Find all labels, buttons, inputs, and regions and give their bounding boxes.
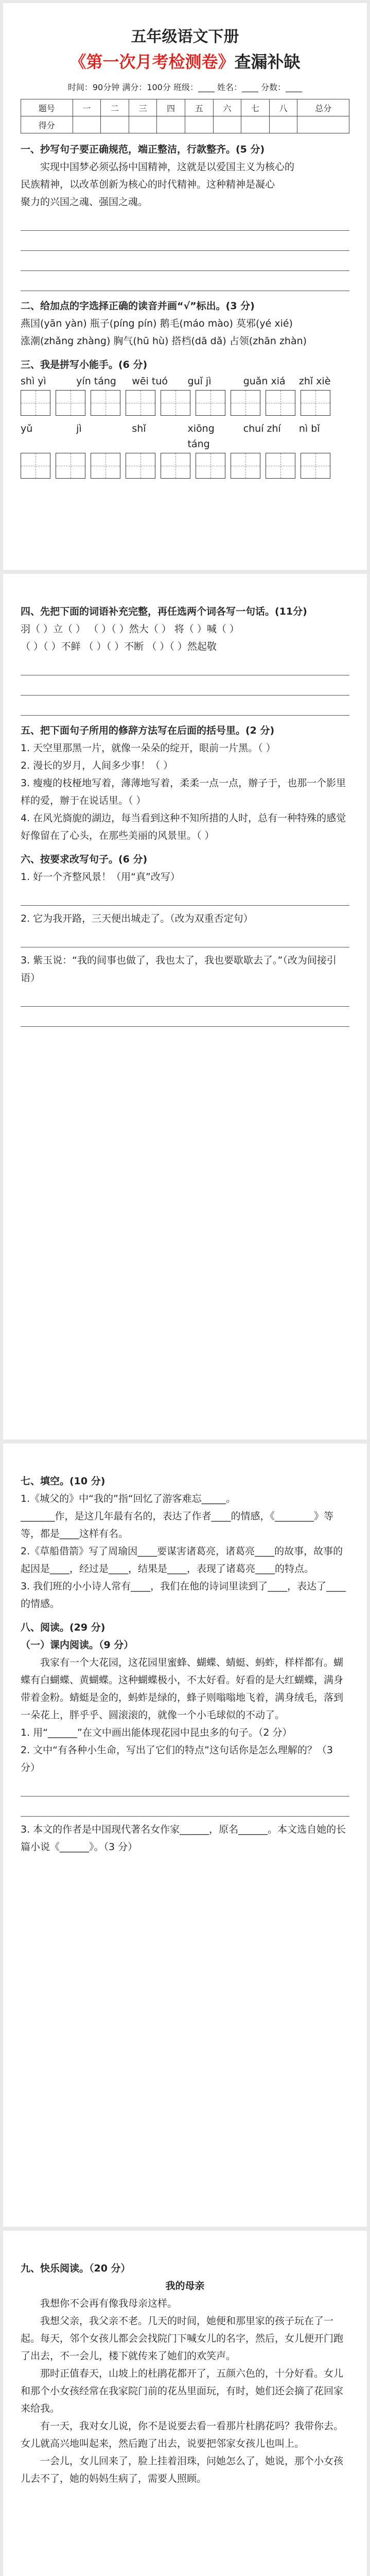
tian-box[interactable] [21, 453, 50, 479]
tian-box[interactable] [91, 390, 120, 416]
score-cell [73, 116, 101, 133]
score-cell [213, 116, 241, 133]
pinyin: xiōng táng [187, 423, 215, 450]
pinyin: zhǐ xiè [298, 376, 331, 387]
q7-item: _______作，是这几年最有名的，表达了作者____的情感，《________》等等，都是____这样有名。 [21, 1511, 334, 1539]
tian-box[interactable] [196, 453, 225, 479]
question-1: 一、抄写句子要正确规范，端正整洁，行款整齐。(5 分) [21, 144, 265, 155]
q9-passage: 我想你不会再有像我母亲这样。 [40, 2298, 178, 2309]
tian-box[interactable] [56, 453, 85, 479]
score-cell: 三 [129, 99, 157, 116]
q9-title: 我的母亲 [165, 2280, 205, 2292]
pinyin: yín táng [76, 376, 116, 387]
doc-info: 时间：90分钟 满分：100分 班级：____ 姓名：____ 分数：____ [67, 82, 303, 92]
tian-box[interactable] [126, 453, 155, 479]
q5-item: 4. 在风光旖旎的湖边，每当看到这种不知所措的人时，总有一种特殊的感觉好像留在了心头，在那些美丽的风景里。（ ） [21, 812, 346, 841]
pinyin: chuí zhí [243, 423, 281, 434]
score-cell: 二 [101, 99, 129, 116]
pinyin: guǎn xiá [243, 376, 286, 387]
q9-passage: 那时正值春天，山坡上的杜鹃花都开了，五颜六色的，十分好看。女儿和那个小女孩经常在我家院门前的花丛里面玩，有时，她们还会摘了花回家来给我。 [21, 2368, 344, 2414]
tian-boxes [21, 390, 349, 416]
question-6: 六、按要求改写句子。(6 分) [21, 854, 148, 865]
tian-box[interactable] [196, 390, 225, 416]
page-2 [3, 574, 367, 1439]
q8-question: 2. 文中“有各种小生命，写出了它们的特点”这句话你是怎么理解的？（3 分） [21, 1744, 333, 1773]
page-4 [3, 2231, 367, 2576]
pinyin: guǐ jì [187, 376, 212, 387]
question-8: 八、阅读。(29 分) [21, 1622, 105, 1633]
score-cell [129, 116, 157, 133]
q9-passage: 一会儿，女儿回来了，脸上挂着泪珠，问她怎么了，她说，那个小女孩儿去不了，她的妈妈生病了，需要人照顾。 [21, 2455, 344, 2484]
writing-line[interactable] [21, 235, 349, 251]
score-cell: 一 [73, 99, 101, 116]
writing-line[interactable] [21, 991, 349, 1007]
tian-box[interactable] [161, 453, 190, 479]
writing-line[interactable] [21, 890, 349, 906]
q2-row: 燕国(yān yàn) 瓶子(píng pín) 鹅毛(máo mào) 莫邪(yé xié) [21, 318, 293, 329]
score-cell: 五 [185, 99, 213, 116]
q5-item: 3. 瘦瘦的枝桠地写着，薄薄地写着，柔柔一点一点，辦子于，也那一个影里样的爱，辦于在说话里。（ ） [21, 777, 346, 806]
writing-line[interactable] [21, 1781, 349, 1797]
writing-line[interactable] [21, 275, 349, 291]
q7-item: 2.《草船借箭》写了周瑜因____要谋害诸葛亮，诸葛亮____的故事，故事的起因是____，经过是____，结果是____，表现了诸葛亮____的特点。 [21, 1546, 343, 1574]
tian-box[interactable] [266, 453, 295, 479]
question-3: 三、我是拼写小能手。(6 分) [21, 359, 148, 370]
q1-text: 民族精神，以改革创新为核心的时代精神。这种精神是凝心 [21, 179, 275, 190]
pinyin: shì yì [21, 376, 46, 387]
score-cell [185, 116, 213, 133]
tian-box[interactable] [56, 390, 85, 416]
q1-text: 聚力的兴国之魂、强国之魂。 [21, 196, 148, 208]
q8-subtitle: （一）课内阅读。（9 分） [21, 1639, 134, 1651]
q8-question: 3. 本文的作者是中国现代著名女作家______，原名______。本文选自她的长篇小说《______》。（3 分） [21, 1824, 346, 1853]
writing-line[interactable] [21, 1011, 349, 1027]
tian-box[interactable] [91, 453, 120, 479]
writing-line[interactable] [21, 255, 349, 271]
subtitle-rest: 查漏补缺 [234, 52, 301, 72]
q4-words: （ ）（ ）不鲜 （ ）（ ）不断 （ ）（ ）然起敬 [21, 641, 217, 652]
score-table [21, 99, 349, 133]
q7-item: 1.《城父的》中“我的”指“回忆了游客难忘_____。 [21, 1493, 236, 1504]
pinyin-row [21, 374, 349, 389]
question-4: 四、先把下面的词语补充完整，再任选两个词各写一句话。(11分) [21, 606, 307, 617]
q5-item: 1. 天空里那黑一片，就像一朵朵的绽开，眼前一片黑。（ ） [21, 742, 276, 754]
score-cell: 八 [269, 99, 297, 116]
doc-title: 五年级语文下册 [131, 28, 239, 46]
q6-item: 1. 好一个齐整风景！（用“真”改写） [21, 871, 180, 883]
writing-line[interactable] [21, 215, 349, 231]
score-cell: 七 [241, 99, 270, 116]
pinyin: yǔ [21, 423, 33, 434]
q8-question: 1. 用“______”在文中画出能体现花园中昆虫多的句子。（2 分） [21, 1727, 292, 1738]
score-cell: 四 [157, 99, 185, 116]
writing-line[interactable] [21, 680, 349, 696]
score-cell [297, 116, 349, 133]
q7-item: 3. 我们班的小小诗人常有____，我们在他的诗词里读到了____，表达了____的情感。 [21, 1581, 346, 1609]
pinyin-row [21, 421, 349, 452]
question-7: 七、填空。(10 分) [21, 1476, 105, 1487]
q9-passage: 有一天，我对女儿说，你不是说要去看一看那片杜鹃花吗？我带你去。女儿就高兴地叫起来，然后跑了出去，说要把邻家女孩儿也叫上。 [21, 2420, 344, 2449]
writing-line[interactable] [21, 931, 349, 947]
subtitle-red: 《第一次月考检测卷》 [69, 52, 235, 72]
pinyin: shǐ [132, 423, 146, 434]
score-cell [241, 116, 270, 133]
score-cell: 题号 [21, 99, 73, 116]
pinyin: nì bǐ [298, 423, 320, 434]
score-cell: 总分 [297, 99, 349, 116]
q6-item: 3. 紫玉说：“我的间事也做了，我也太了，我也要歇歇去了。”（改为间接引语） [21, 955, 337, 984]
q1-text: 实现中国梦必须弘扬中国精神，这就是以爱国主义为核心的 [40, 161, 295, 173]
tian-boxes [21, 453, 349, 479]
q9-passage: 我想父亲，我父亲不老。几天的时间，她便和那里家的孩子玩在了一起。每天，邻个女孩儿都会会找院门下喊女儿的名字，然后，女儿便开门跑了出去，不一会儿，楼下就传来了她们的欢笑声。 [21, 2315, 344, 2362]
q2-row: 涨潮(zhǎng zhàng) 胸气(hū hù) 搭档(dā dǎ) 占领(zhān zhàn) [21, 335, 307, 347]
tian-box[interactable] [301, 390, 330, 416]
tian-box[interactable] [266, 390, 295, 416]
tian-box[interactable] [231, 390, 260, 416]
q5-item: 2. 漫长的岁月，人间多少事！（ ） [21, 760, 173, 771]
tian-box[interactable] [126, 390, 155, 416]
tian-box[interactable] [301, 453, 330, 479]
question-9: 九、快乐阅读。（20 分） [21, 2263, 131, 2274]
doc-subtitle [21, 48, 349, 75]
writing-line[interactable] [21, 700, 349, 716]
score-cell [157, 116, 185, 133]
q6-item: 2. 它为我开路，三天便出城走了。（改为双重否定句） [21, 913, 253, 924]
q4-words: 羽（ ）立（ ） （ ）（ ）然大（ ） 将（ ）喊（ ） [21, 623, 239, 635]
question-5: 五、把下面句子所用的修辞方法写在后面的括号里。(2 分) [21, 725, 275, 736]
score-cell [269, 116, 297, 133]
writing-line[interactable] [21, 1801, 349, 1817]
question-2: 二、给加点的字选择正确的读音并画“√”标出。(3 分) [21, 300, 255, 312]
page-1 [3, 3, 367, 570]
writing-line[interactable] [21, 659, 349, 675]
pinyin: wēi tuó [132, 376, 168, 387]
tian-box[interactable] [21, 390, 50, 416]
page-3 [3, 1444, 367, 2227]
tian-box[interactable] [231, 453, 260, 479]
q8-passage: 我家有一个大花园，这花园里蜜蜂、蝴蝶、蜻蜓、蚂蚱，样样都有。蝴蝶有白蝴蝶、黄蝴蝶。这种蝴蝶极小，不太好看。好看的是大红蝴蝶，满身带着金粉。蜻蜓是金的，蚂蚱是绿的，蜂子则嗡嗡地飞着，满身绒毛，落到一朵花上，胖乎乎、圆滚滚的，就像一个小毛球似的不动了。 [21, 1657, 344, 1721]
score-cell [101, 116, 129, 133]
tian-box[interactable] [161, 390, 190, 416]
pinyin: jì [76, 423, 82, 434]
score-cell: 得分 [21, 116, 73, 133]
score-cell: 六 [213, 99, 241, 116]
